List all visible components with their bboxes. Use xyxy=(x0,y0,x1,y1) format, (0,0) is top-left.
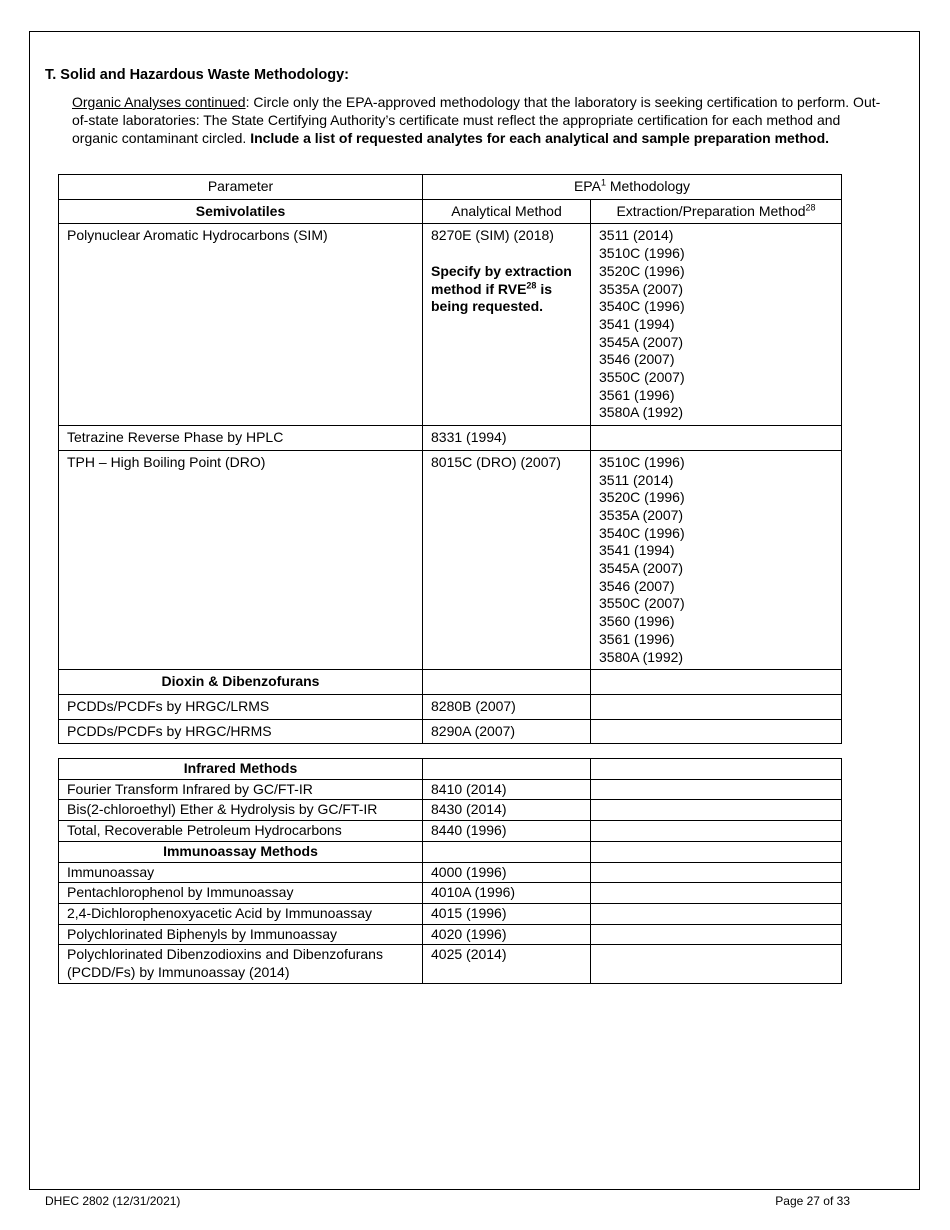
subheader-extraction-method: Extraction/Preparation Method$^{28}$ xyxy=(591,199,842,224)
table-row[interactable] xyxy=(59,450,842,669)
table-row[interactable] xyxy=(59,719,842,744)
group-row xyxy=(59,759,842,780)
parameter-cell: PCDDs/PCDFs by HRGC/LRMS xyxy=(59,694,423,719)
method-cell[interactable]: 8440 (1996) xyxy=(423,821,591,842)
parameter-cell: Fourier Transform Infrared by GC/FT-IR xyxy=(59,779,423,800)
parameter-cell: Pentachlorophenol by Immunoassay xyxy=(59,883,423,904)
subheader-semivolatiles: Semivolatiles xyxy=(59,199,423,224)
table-row[interactable] xyxy=(59,903,842,924)
parameter-cell: PCDDs/PCDFs by HRGC/HRMS xyxy=(59,719,423,744)
group-row xyxy=(59,670,842,695)
parameter-cell: Bis(2-chloroethyl) Ether & Hydrolysis by GC/FT-IR xyxy=(59,800,423,821)
table-row[interactable] xyxy=(59,779,842,800)
header-parameter: Parameter xyxy=(59,175,423,200)
intro-label: Organic Analyses continued xyxy=(72,94,246,110)
extraction-cell[interactable]: 3510C (1996) 3511 (2014) 3520C (1996) 3535A (2007) 3540C (1996) 3541 (1994) 3545A (2007) 3546 (2007) 3550C (2007) 3560 (1996) 3561 (1996) 3580A (1992) xyxy=(591,450,842,669)
parameter-cell: Polynuclear Aromatic Hydrocarbons (SIM) xyxy=(59,224,423,426)
method-cell[interactable]: 4010A (1996) xyxy=(423,883,591,904)
table-row[interactable] xyxy=(59,945,842,983)
rve-note: Specify by extraction method if RVE$^{28}$ is being requested. xyxy=(431,262,572,315)
table-header-row xyxy=(59,175,842,200)
method-cell[interactable]: 4025 (2014) xyxy=(423,945,591,983)
group-infrared-label: Infrared Methods xyxy=(59,759,423,780)
table-row[interactable] xyxy=(59,426,842,451)
method-cell[interactable]: 4000 (1996) xyxy=(423,862,591,883)
table-row[interactable] xyxy=(59,694,842,719)
table-row[interactable] xyxy=(59,924,842,945)
parameter-cell: Polychlorinated Dibenzodioxins and Dibenzofurans (PCDD/Fs) by Immunoassay (2014) xyxy=(59,945,423,983)
intro-bold-text: Include a list of requested analytes for each analytical and sample preparation method. xyxy=(250,130,830,146)
method-cell[interactable]: 4020 (1996) xyxy=(423,924,591,945)
intro-text: : Circle only the EPA-approved methodology that the laboratory is seeking certification to perform. Out-of-state laboratories: The State Certifying Authority’s certificate must reflect the appropriate certification for each method and organic contaminant circled. xyxy=(72,94,881,146)
header-epa-methodology: EPA$^1$ Methodology xyxy=(423,175,842,200)
table-row[interactable] xyxy=(59,883,842,904)
parameter-cell: 2,4-Dichlorophenoxyacetic Acid by Immunoassay xyxy=(59,903,423,924)
table-row[interactable] xyxy=(59,800,842,821)
group-row xyxy=(59,841,842,862)
semivolatiles-table xyxy=(58,174,842,744)
parameter-cell: Immunoassay xyxy=(59,862,423,883)
table-row[interactable] xyxy=(59,862,842,883)
extraction-cell xyxy=(591,719,842,744)
extraction-cell xyxy=(591,426,842,451)
subheader-analytical-method: Analytical Method xyxy=(423,199,591,224)
method-cell[interactable]: 8270E (SIM) (2018) Specify by extraction method if RVE$^{28}$ is being requested. xyxy=(423,224,591,426)
parameter-cell: TPH – High Boiling Point (DRO) xyxy=(59,450,423,669)
parameter-cell: Total, Recoverable Petroleum Hydrocarbons xyxy=(59,821,423,842)
page-number: Page 27 of 33 xyxy=(775,1194,850,1208)
form-id: DHEC 2802 (12/31/2021) xyxy=(45,1194,181,1208)
method-cell[interactable]: 4015 (1996) xyxy=(423,903,591,924)
infrared-immunoassay-table xyxy=(58,758,842,984)
parameter-cell: Tetrazine Reverse Phase by HPLC xyxy=(59,426,423,451)
table-row[interactable] xyxy=(59,821,842,842)
parameter-cell: Polychlorinated Biphenyls by Immunoassay xyxy=(59,924,423,945)
method-cell[interactable]: 8290A (2007) xyxy=(423,719,591,744)
method-cell[interactable]: 8015C (DRO) (2007) xyxy=(423,450,591,669)
intro-paragraph xyxy=(72,93,887,147)
method-cell[interactable]: 8430 (2014) xyxy=(423,800,591,821)
method-cell[interactable]: 8331 (1994) xyxy=(423,426,591,451)
table-row[interactable] xyxy=(59,224,842,426)
group-dioxin-label: Dioxin & Dibenzofurans xyxy=(59,670,423,695)
extraction-cell xyxy=(591,694,842,719)
table-subheader-row xyxy=(59,199,842,224)
extraction-cell[interactable]: 3511 (2014) 3510C (1996) 3520C (1996) 3535A (2007) 3540C (1996) 3541 (1994) 3545A (2007) 3546 (2007) 3550C (2007) 3561 (1996) 3580A (1992) xyxy=(591,224,842,426)
method-cell[interactable]: 8410 (2014) xyxy=(423,779,591,800)
section-heading: T. Solid and Hazardous Waste Methodology: xyxy=(45,67,349,83)
method-cell[interactable]: 8280B (2007) xyxy=(423,694,591,719)
group-immunoassay-label: Immunoassay Methods xyxy=(59,841,423,862)
